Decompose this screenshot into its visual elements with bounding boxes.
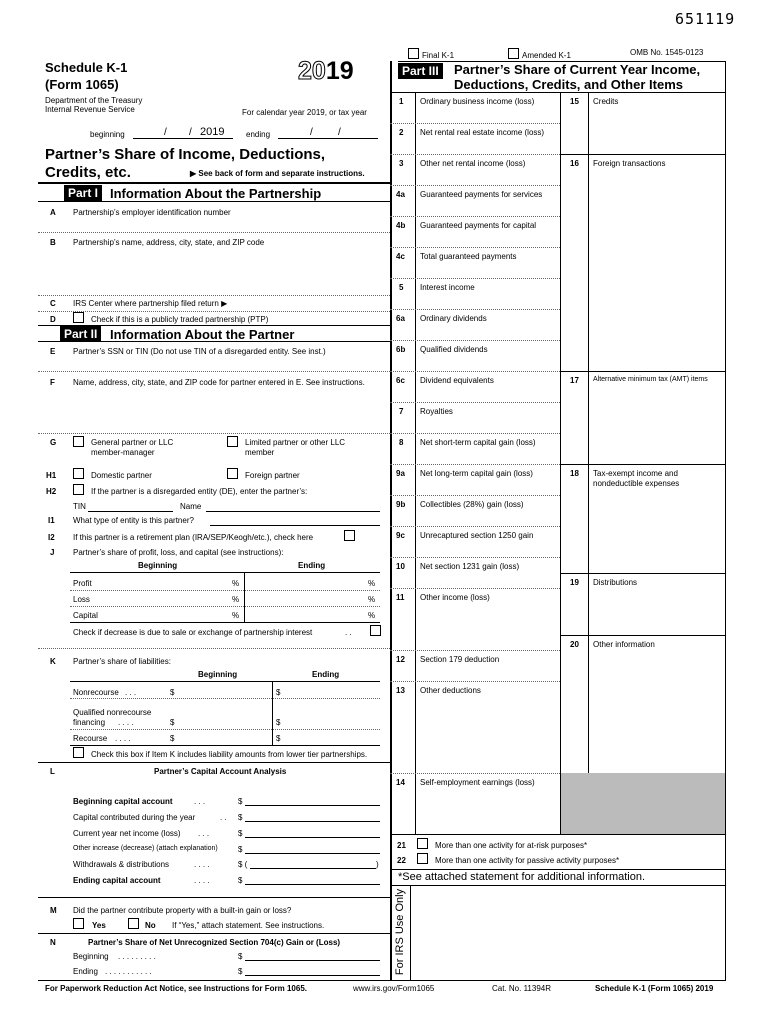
line-3-label: Other net rental income (loss) [420, 159, 526, 168]
l-contrib-dots: . . [220, 813, 227, 822]
line-9b-label: Collectibles (28%) gain (loss) [420, 500, 524, 509]
omb-number: OMB No. 1545-0123 [630, 48, 704, 57]
line-K-letter: K [50, 657, 56, 666]
beginning-year: 2019 [200, 126, 225, 138]
line-1-number: 1 [399, 97, 404, 106]
decrease-dots: . . [345, 628, 352, 637]
line-2-number: 2 [399, 128, 404, 137]
line-1-amount-field[interactable] [416, 108, 560, 122]
line-7-amount-field[interactable] [416, 418, 560, 432]
line-2-rule [390, 123, 560, 124]
part1-title-rule [38, 201, 390, 202]
line-4c-amount-field[interactable] [416, 263, 560, 277]
l-income-field[interactable] [245, 837, 380, 838]
form-title-line2: Credits, etc. [45, 164, 131, 181]
n-end-dollar: $ [238, 967, 243, 976]
l-contrib-dollar: $ [238, 813, 243, 822]
ending-label: ending [246, 130, 271, 139]
line-F-rule [38, 433, 390, 434]
tin-label: TIN [73, 502, 86, 511]
decrease-label: Check if decrease is due to sale or exchange of partnership interest [73, 628, 313, 637]
part2-title-rule [38, 341, 390, 342]
line-4a-amount-field[interactable] [416, 201, 560, 215]
line-20-label: Other information [593, 640, 655, 649]
line-6c-label: Dividend equivalents [420, 376, 494, 385]
form-number: (Form 1065) [45, 77, 119, 92]
line-4c-rule [390, 247, 560, 248]
line-22-checkbox[interactable] [417, 853, 428, 864]
line-19-label: Distributions [593, 578, 638, 587]
begin-slash-2: / [189, 127, 192, 138]
line-H2-letter: H2 [46, 487, 57, 496]
line-11-number: 11 [396, 593, 405, 602]
n-end-dots: . . . . . . . . . . . [105, 967, 152, 976]
line-4a-rule [390, 185, 560, 186]
loss-rule [70, 606, 380, 607]
capital-begin-pct: % [232, 611, 240, 620]
line-9b-amount-field[interactable] [416, 511, 560, 525]
line-3-number: 3 [399, 159, 404, 168]
line-19-rule [560, 573, 725, 574]
line-C-label: IRS Center where partnership filed return ▶ [73, 299, 228, 308]
profit-end-pct: % [368, 579, 376, 588]
attached-statement-note: *See attached statement for additional information. [398, 871, 646, 883]
line-L-bottom-rule [38, 897, 390, 898]
k-header-rule [70, 681, 380, 682]
line-J-bottom-rule [38, 648, 390, 649]
ending-date-field[interactable] [278, 138, 378, 139]
header-bottom-rule [38, 182, 390, 184]
form-code: 651119 [675, 10, 736, 28]
line-20-number: 20 [570, 640, 579, 649]
line-5-amount-field[interactable] [416, 294, 560, 308]
qnf-end-dollar: $ [276, 718, 281, 727]
name-field[interactable] [206, 511, 380, 512]
l-contrib-field[interactable] [245, 821, 380, 822]
n-begin-field[interactable] [245, 960, 380, 961]
foreign-partner-label: Foreign partner [245, 471, 300, 480]
qnf-begin-dollar: $ [170, 718, 175, 727]
capital-rule [70, 622, 380, 623]
decrease-checkbox[interactable] [370, 625, 381, 636]
footer-paperwork: For Paperwork Reduction Act Notice, see Instructions for Form 1065. [45, 984, 307, 993]
recourse-begin-dollar: $ [170, 734, 175, 743]
l-withdraw-dollar: $ ( [238, 860, 248, 869]
line-4c-label: Total guaranteed payments [420, 252, 517, 261]
line-B-rule [38, 295, 390, 296]
general-partner-label: General partner or LLC [91, 438, 174, 447]
part2-title: Information About the Partner [110, 327, 295, 342]
line-D-label: Check if this is a publicly traded partnership (PTP) [91, 315, 269, 324]
end-slash-2: / [338, 127, 341, 138]
entity-type-field[interactable] [210, 525, 380, 526]
line-19-number: 19 [570, 578, 579, 587]
line-F-letter: F [50, 378, 55, 387]
line-11-label: Other income (loss) [420, 593, 490, 602]
beginning-date-field[interactable] [133, 138, 233, 139]
k-ending-header: Ending [312, 670, 340, 679]
line-16-rule [560, 154, 725, 155]
irs-use-divider [410, 885, 411, 980]
begin-slash-1: / [164, 127, 167, 138]
line-11-rule [390, 588, 560, 589]
line-7-label: Royalties [420, 407, 453, 416]
n-end-field[interactable] [245, 975, 380, 976]
loss-label: Loss [73, 595, 90, 604]
line-21-checkbox[interactable] [417, 838, 428, 849]
line-9c-amount-field[interactable] [416, 542, 560, 556]
line-6c-amount-field[interactable] [416, 387, 560, 401]
attached-bottom-rule [390, 885, 725, 886]
qnf-label-1: Qualified nonrecourse [73, 708, 152, 717]
recourse-end-dollar: $ [276, 734, 281, 743]
m-yes-checkbox[interactable] [73, 918, 84, 929]
part2-tag: Part II [60, 326, 101, 342]
k-beginning-header: Beginning [198, 670, 238, 679]
line-18-label: Tax-exempt income and [593, 469, 678, 478]
m-yes-label: Yes [92, 921, 106, 930]
line-18-number: 18 [570, 469, 579, 478]
line-M-label: Did the partner contribute property with a built-in gain or loss? [73, 906, 292, 915]
loss-begin-pct: % [232, 595, 240, 604]
line-4a-number: 4a [396, 190, 405, 199]
line-H2-label: If the partner is a disregarded entity (DE), enter the partner’s: [91, 487, 308, 496]
part3-tag: Part III [398, 63, 443, 79]
line-2-amount-field[interactable] [416, 139, 560, 153]
line-6a-number: 6a [396, 314, 405, 323]
line-16-number: 16 [570, 159, 579, 168]
line-K-label: Partner’s share of liabilities: [73, 657, 171, 666]
j-divider [244, 572, 245, 622]
nonrecourse-rule [70, 698, 380, 699]
line-F-label: Name, address, city, state, and ZIP code for partner entered in E. See instructions. [73, 378, 365, 387]
line-7-rule [390, 402, 560, 403]
tax-year-outline: 20 [298, 57, 326, 85]
line-6a-amount-field[interactable] [416, 325, 560, 339]
line-14-label: Self-employment earnings (loss) [420, 778, 535, 787]
l-begin-dots: . . . [194, 797, 206, 806]
line-A-label: Partnership’s employer identification number [73, 208, 231, 217]
line-22-label: More than one activity for passive activity purposes* [435, 856, 620, 865]
domestic-partner-label: Domestic partner [91, 471, 152, 480]
right-num-col [588, 92, 589, 834]
line-6b-amount-field[interactable] [416, 356, 560, 370]
general-partner-label-2: member-manager [91, 448, 155, 457]
qnf-dots: . . . . [118, 718, 134, 727]
line-H1-letter: H1 [46, 471, 57, 480]
lower-tier-label: Check this box if Item K includes liability amounts from lower tier partnerships. [91, 750, 368, 759]
qnf-rule [70, 729, 380, 730]
line-8-rule [390, 433, 560, 434]
line-12-number: 12 [396, 655, 405, 664]
line-B-letter: B [50, 238, 56, 247]
line-9c-rule [390, 526, 560, 527]
tax-year [298, 57, 354, 86]
line-14-rule [390, 773, 560, 774]
line-4b-label: Guaranteed payments for capital [420, 221, 537, 230]
part1-tag: Part I [64, 185, 102, 201]
l-contrib-label: Capital contributed during the year [73, 813, 196, 822]
l-begin-dollar: $ [238, 797, 243, 806]
l-withdraw-close: ) [376, 860, 379, 869]
line-8-amount-field[interactable] [416, 449, 560, 463]
line-M-bottom-rule [38, 933, 390, 934]
disregarded-entity-checkbox[interactable] [73, 484, 84, 495]
form-title-line1: Partner’s Share of Income, Deductions, [45, 146, 326, 163]
line-9a-number: 9a [396, 469, 405, 478]
irs: Internal Revenue Service [45, 105, 135, 114]
line-8-number: 8 [399, 438, 404, 447]
line-1-label: Ordinary business income (loss) [420, 97, 535, 106]
nonrecourse-dots: . . . [125, 688, 137, 697]
l-ending-dots: . . . . [194, 876, 210, 885]
part3-title-2: Deductions, Credits, and Other Items [454, 77, 683, 92]
recourse-rule [70, 745, 380, 746]
line-N-title: Partner’s Share of Net Unrecognized Section 704(c) Gain or (Loss) [88, 938, 341, 947]
line-4b-number: 4b [396, 221, 406, 230]
part3-title-rule [390, 92, 725, 93]
line-9b-number: 9b [396, 500, 406, 509]
l-begin-label: Beginning capital account [73, 797, 173, 806]
line-C-rule [38, 311, 390, 312]
lower-tier-checkbox[interactable] [73, 747, 84, 758]
line-2-label: Net rental real estate income (loss) [420, 128, 545, 137]
l-other-field[interactable] [245, 853, 380, 854]
nonrecourse-label: Nonrecourse [73, 688, 119, 697]
final-k1-checkbox[interactable] [408, 48, 419, 59]
line-9a-label: Net long-term capital gain (loss) [420, 469, 533, 478]
department: Department of the Treasury [45, 96, 143, 105]
line-15-number: 15 [570, 97, 579, 106]
line-12-label: Section 179 deduction [420, 655, 500, 664]
capital-end-pct: % [368, 611, 376, 620]
line-6a-rule [390, 309, 560, 310]
qnf-label-2: financing [73, 718, 106, 727]
line-22-number: 22 [397, 856, 406, 865]
m-no-label: No [145, 921, 156, 930]
line-C-letter: C [50, 299, 56, 308]
line-10-label: Net section 1231 gain (loss) [420, 562, 520, 571]
line-E-rule [38, 371, 390, 372]
l-withdraw-field[interactable] [250, 868, 376, 869]
line-I1-label: What type of entity is this partner? [73, 516, 194, 525]
name-label: Name [180, 502, 202, 511]
schedule-title: Schedule K-1 [45, 60, 128, 75]
bottom-rule [38, 980, 725, 981]
line-13-number: 13 [396, 686, 405, 695]
l-ending-label: Ending capital account [73, 876, 161, 885]
l-ending-field[interactable] [245, 884, 380, 885]
capital-label: Capital [73, 611, 98, 620]
line-6b-number: 6b [396, 345, 406, 354]
line-6b-rule [390, 340, 560, 341]
line-E-label: Partner’s SSN or TIN (Do not use TIN of a disregarded entity. See inst.) [73, 347, 326, 356]
footer-form: Schedule K-1 (Form 1065) 2019 [595, 984, 714, 993]
line-4a-label: Guaranteed payments for services [420, 190, 543, 199]
line-10-number: 10 [396, 562, 405, 571]
line-9a-rule [390, 464, 560, 465]
line-17-rule [560, 371, 725, 372]
line-K-bottom-rule [38, 762, 390, 763]
line-B-label: Partnership’s name, address, city, state, and ZIP code [73, 238, 265, 247]
line-A-rule [38, 232, 390, 233]
line-22-bottom-rule [390, 869, 725, 870]
l-income-dots: . . . [198, 829, 210, 838]
shaded-box [561, 773, 725, 834]
tax-year-solid: 19 [325, 57, 354, 85]
right-edge [725, 61, 726, 981]
n-begin-dots: . . . . . . . . . [118, 952, 156, 961]
line-G-letter: G [50, 438, 57, 447]
line-6b-label: Qualified dividends [420, 345, 488, 354]
ptp-checkbox[interactable] [73, 312, 84, 323]
j-header-rule [70, 572, 380, 573]
line-17-number: 17 [570, 376, 579, 385]
general-partner-checkbox[interactable] [73, 436, 84, 447]
line-J-label: Partner’s share of profit, loss, and capital (see instructions): [73, 548, 284, 557]
nonrecourse-begin-dollar: $ [170, 688, 175, 697]
recourse-dots: . . . . [115, 734, 131, 743]
line-N-letter: N [50, 938, 56, 947]
line-12-rule [390, 650, 560, 651]
part3-title-1: Partner’s Share of Current Year Income, [454, 62, 701, 77]
line-9a-amount-field[interactable] [416, 480, 560, 494]
line-16-label: Foreign transactions [593, 159, 666, 168]
line-I2-letter: I2 [48, 533, 55, 542]
line-9c-label: Unrecaptured section 1250 gain [420, 531, 534, 540]
line-12-amount-field[interactable] [416, 666, 560, 680]
l-income-dollar: $ [238, 829, 243, 838]
l-withdraw-dots: . . . . [194, 860, 210, 869]
retirement-plan-checkbox[interactable] [344, 530, 355, 541]
line-13-rule [390, 681, 560, 682]
line-5-rule [390, 278, 560, 279]
n-begin-dollar: $ [238, 952, 243, 961]
limited-partner-checkbox[interactable] [227, 436, 238, 447]
limited-partner-label-2: member [245, 448, 275, 457]
line-I1-letter: I1 [48, 516, 55, 525]
line-6a-label: Ordinary dividends [420, 314, 487, 323]
l-income-label: Current year net income (loss) [73, 829, 181, 838]
line-8-label: Net short-term capital gain (loss) [420, 438, 536, 447]
line-10-amount-field[interactable] [416, 573, 560, 587]
line-18-label-2: nondeductible expenses [593, 479, 680, 488]
m-no-checkbox[interactable] [128, 918, 139, 929]
limited-partner-label: Limited partner or other LLC [245, 438, 346, 447]
line-L-letter: L [50, 767, 55, 776]
profit-label: Profit [73, 579, 92, 588]
see-back-instructions: ▶ See back of form and separate instructions. [190, 169, 365, 178]
line-D-letter: D [50, 315, 56, 324]
center-divider [390, 61, 392, 981]
line-11-amount-field[interactable] [416, 604, 560, 618]
line-I2-label: If this partner is a retirement plan (IRA/SEP/Keogh/etc.), check here [73, 533, 314, 542]
line-9b-rule [390, 495, 560, 496]
l-withdraw-label: Withdrawals & distributions [73, 860, 170, 869]
line-A-letter: A [50, 208, 56, 217]
profit-rule [70, 590, 380, 591]
beginning-label: beginning [90, 130, 125, 139]
n-begin-label: Beginning [73, 952, 109, 961]
line-15-label: Credits [593, 97, 619, 106]
j-ending-header: Ending [298, 561, 326, 570]
j-beginning-header: Beginning [138, 561, 178, 570]
line-3-rule [390, 154, 560, 155]
line-4c-number: 4c [396, 252, 405, 261]
recourse-label: Recourse [73, 734, 108, 743]
line-5-number: 5 [399, 283, 404, 292]
l-ending-dollar: $ [238, 876, 243, 885]
line-17-label: Alternative minimum tax (AMT) items [593, 376, 708, 383]
mid-col [560, 92, 561, 834]
irs-use-only: For IRS Use Only [394, 888, 406, 976]
foreign-partner-checkbox[interactable] [227, 468, 238, 479]
nonrecourse-end-dollar: $ [276, 688, 281, 697]
line-J-letter: J [50, 548, 55, 557]
line-3-amount-field[interactable] [416, 170, 560, 184]
m-note: If “Yes,” attach statement. See instructions. [172, 921, 325, 930]
line-20-rule [560, 635, 725, 636]
domestic-partner-checkbox[interactable] [73, 468, 84, 479]
n-end-label: Ending [73, 967, 98, 976]
k-divider [272, 681, 273, 745]
l-begin-field[interactable] [245, 805, 380, 806]
tin-field[interactable] [88, 511, 173, 512]
line-14-amount-field[interactable] [416, 789, 560, 803]
line-5-label: Interest income [420, 283, 475, 292]
final-k1-label: Final K-1 [422, 51, 455, 60]
l-other-label: Other increase (decrease) (attach explanation) [73, 845, 218, 852]
part1-title: Information About the Partnership [110, 186, 322, 201]
amended-k1-checkbox[interactable] [508, 48, 519, 59]
line-7-number: 7 [399, 407, 404, 416]
line-6c-number: 6c [396, 376, 405, 385]
line-13-label: Other deductions [420, 686, 481, 695]
line-21-number: 21 [397, 841, 406, 850]
line-E-letter: E [50, 347, 56, 356]
line-14-number: 14 [396, 778, 405, 787]
line-14-bottom-rule [390, 834, 725, 835]
line-13-amount-field[interactable] [416, 697, 560, 711]
line-4b-amount-field[interactable] [416, 232, 560, 246]
line-L-title: Partner’s Capital Account Analysis [154, 767, 287, 776]
line-18-rule [560, 464, 725, 465]
end-slash-1: / [310, 127, 313, 138]
line-21-label: More than one activity for at-risk purposes* [435, 841, 588, 850]
loss-end-pct: % [368, 595, 376, 604]
amended-k1-label: Amended K-1 [522, 51, 571, 60]
line-M-letter: M [50, 906, 57, 915]
line-10-rule [390, 557, 560, 558]
profit-begin-pct: % [232, 579, 240, 588]
line-4b-rule [390, 216, 560, 217]
line-9c-number: 9c [396, 531, 405, 540]
footer-url: www.irs.gov/Form1065 [353, 984, 435, 993]
line-6c-rule [390, 371, 560, 372]
calendar-year: For calendar year 2019, or tax year [242, 108, 367, 117]
footer-cat: Cat. No. 11394R [492, 984, 551, 993]
l-other-dollar: $ [238, 845, 243, 854]
